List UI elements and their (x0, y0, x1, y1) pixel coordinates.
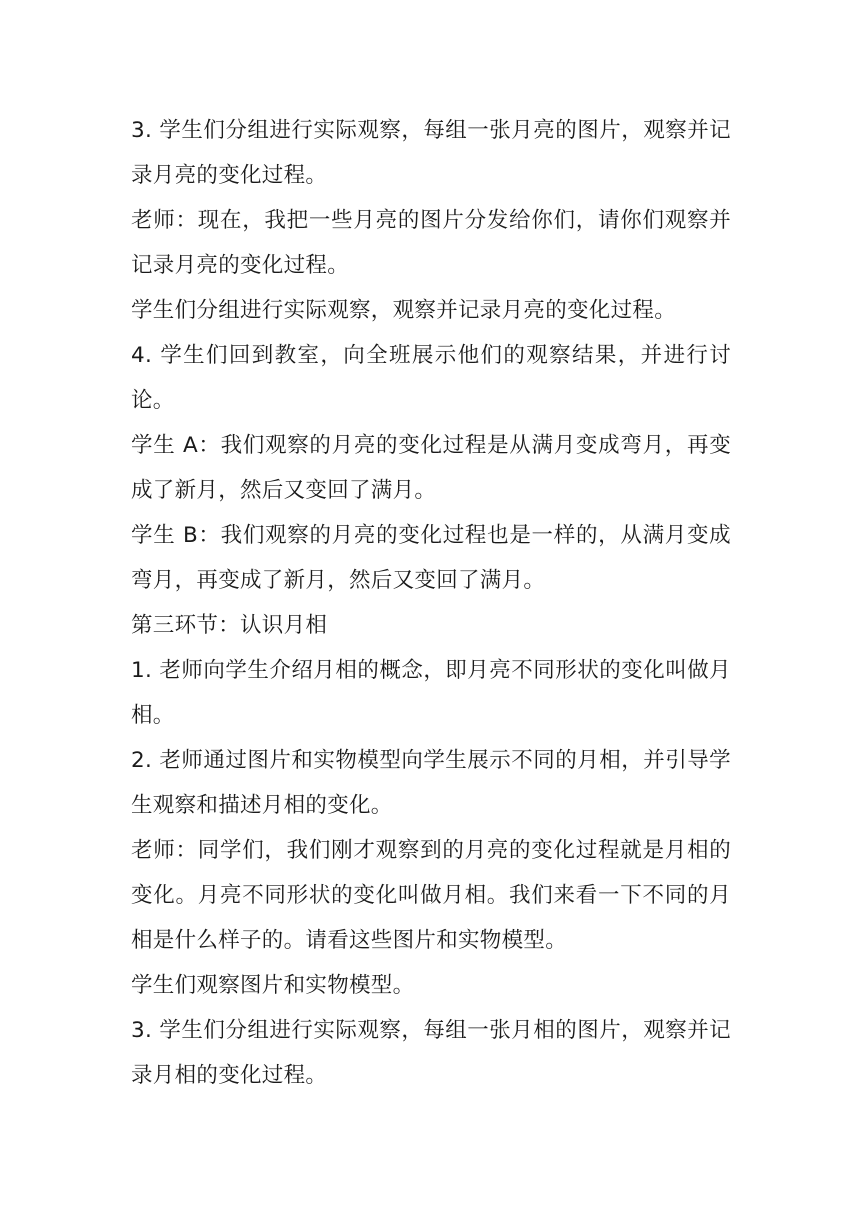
paragraph-students-observe: 学生们分组进行实际观察，观察并记录月亮的变化过程。 (131, 298, 677, 323)
paragraph-teacher-distribute-pictures: 老师：现在，我把一些月亮的图片分发给你们，请你们观察并记录月亮的变化过程。 (131, 208, 731, 278)
paragraph-step-2-show-moon-phases: 2. 老师通过图片和实物模型向学生展示不同的月相，并引导学生观察和描述月相的变化。 (131, 748, 731, 818)
paragraph-step-1-moon-phase-concept: 1. 老师向学生介绍月相的概念，即月亮不同形状的变化叫做月相。 (131, 658, 731, 728)
paragraph-step-3-group-observation: 3. 学生们分组进行实际观察，每组一张月亮的图片，观察并记录月亮的变化过程。 (131, 118, 731, 188)
section-heading-third-stage: 第三环节：认识月相 (131, 613, 328, 638)
paragraph-step-4-present-results: 4. 学生们回到教室，向全班展示他们的观察结果，并进行讨论。 (131, 343, 731, 413)
paragraph-teacher-explain-phases: 老师：同学们，我们刚才观察到的月亮的变化过程就是月相的变化。月亮不同形状的变化叫做月相。我们来看一下不同的月相是什么样子的。请看这些图片和实物模型。 (131, 838, 731, 953)
document-page (131, 108, 731, 1098)
paragraph-students-observe-models: 学生们观察图片和实物模型。 (131, 973, 415, 998)
paragraph-student-a: 学生 A：我们观察的月亮的变化过程是从满月变成弯月，再变成了新月，然后又变回了满月。 (131, 433, 731, 503)
paragraph-step-3-record-phases: 3. 学生们分组进行实际观察，每组一张月相的图片，观察并记录月相的变化过程。 (131, 1018, 731, 1088)
paragraph-student-b: 学生 B：我们观察的月亮的变化过程也是一样的，从满月变成弯月，再变成了新月，然后又变回了满月。 (131, 523, 731, 593)
